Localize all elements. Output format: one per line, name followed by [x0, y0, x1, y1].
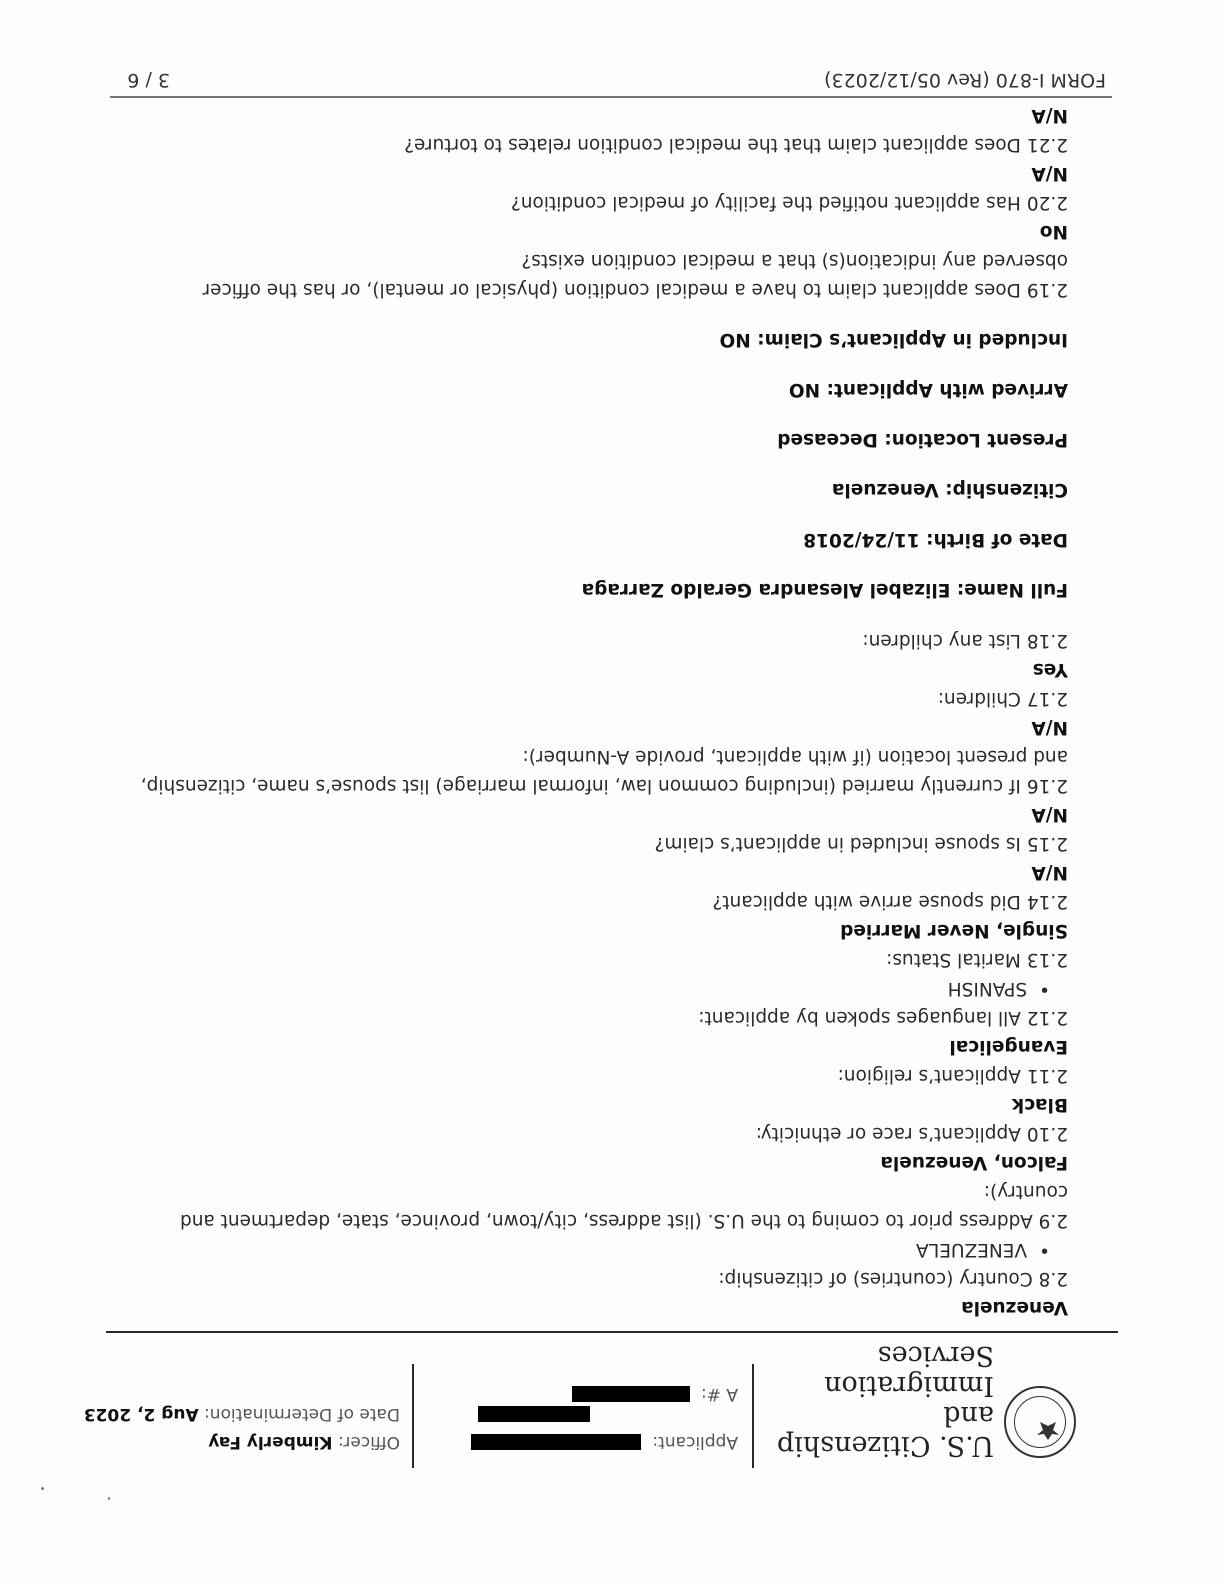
footer-rule [110, 96, 1112, 98]
question-2-11: 2.11 Applicant’s religion: [837, 1065, 1068, 1086]
form-content [128, 101, 1068, 1322]
child-date-of-birth: Date of Birth: 11/24/2018 [803, 529, 1068, 550]
question-2-9: 2.9 Address prior to coming to the U.S. (list address, city/town, province, state, department and country): [179, 1181, 1068, 1231]
child-arrived-with-applicant: Arrived with Applicant: NO [788, 379, 1068, 400]
header-rule [106, 1331, 1118, 1333]
a-number-label: A #: [700, 1384, 738, 1404]
redaction-bar [478, 1406, 590, 1422]
answer-2-13: Single, Never Married [840, 920, 1068, 941]
question-2-12: 2.12 All languages spoken by applicant: [698, 1007, 1068, 1028]
question-2-16: 2.16 If currently married (including common law, informal marriage) list spouse’s name, citizenship, and present location (if with applicant, provide A-Number): [140, 746, 1068, 796]
determination-date: Aug 2, 2023 [83, 1404, 199, 1424]
applicant-label: Applicant: [652, 1432, 738, 1452]
question-2-17: 2.17 Children: [937, 688, 1068, 709]
child-present-location: Present Location: Deceased [777, 429, 1068, 450]
scan-speck [108, 1497, 110, 1500]
determination-label: Date of Determination: [204, 1404, 400, 1424]
question-2-21: 2.21 Does applicant claim that the medical condition relates to torture? [404, 134, 1068, 155]
answer-2-21: N/A [1031, 105, 1068, 126]
answer-2-10: Black [1011, 1094, 1068, 1115]
answer-2-12-item: • SPANISH [128, 974, 1068, 1003]
applicant-info [471, 1380, 738, 1456]
question-2-19: 2.19 Does applicant claim to have a medical condition (physical or mental), or has the officer observed any indication(s) that a medical condition exists? [202, 250, 1068, 300]
answer-2-15: N/A [1031, 804, 1068, 825]
form-id: FORM I-870 (Rev 05/12/2023) [824, 69, 1106, 91]
answer-2-11: Evangelical [949, 1036, 1068, 1057]
header-divider [752, 1364, 754, 1468]
answer-2-14: N/A [1031, 862, 1068, 883]
dhs-seal-icon [1004, 1386, 1076, 1458]
officer-name: Kimberly Fay [208, 1432, 333, 1452]
question-2-8: 2.8 Country (countries) of citizenship: [718, 1268, 1068, 1289]
question-2-10: 2.10 Applicant’s race or ethnicity: [755, 1123, 1068, 1144]
officer-info [84, 1400, 400, 1456]
answer-prev: Venezuela [961, 1297, 1068, 1318]
page-number: 3 / 6 [127, 69, 170, 91]
form-header [83, 1340, 1076, 1468]
child-full-name: Full Name: Elizabel Alesandra Geraldo Zarraga [581, 579, 1068, 600]
child-citizenship: Citizenship: Venezuela [831, 479, 1068, 500]
answer-2-16: N/A [1031, 717, 1068, 738]
question-2-15: 2.15 Is spouse included in applicant’s claim? [654, 833, 1068, 854]
redaction-bar [471, 1434, 641, 1450]
header-divider [412, 1364, 414, 1468]
answer-2-20: N/A [1031, 163, 1068, 184]
answer-2-19: No [1039, 221, 1068, 242]
answer-2-9: Falcon, Venezuela [880, 1152, 1068, 1173]
question-2-18: 2.18 List any children: [862, 630, 1068, 651]
question-2-20: 2.20 Has applicant notified the facility of medical condition? [510, 192, 1068, 213]
question-2-13: 2.13 Marital Status: [886, 949, 1068, 970]
child-included-in-claim: Included in Applicant’s Claim: NO [719, 329, 1068, 350]
agency-name: U.S. Citizenship and Immigration Services [776, 1340, 994, 1461]
redaction-bar [572, 1386, 690, 1402]
answer-2-17: Yes [1032, 659, 1068, 680]
question-2-14: 2.14 Did spouse arrive with applicant? [712, 891, 1068, 912]
answer-2-8-item: • VENEZUELA [128, 1235, 1068, 1264]
officer-label: Officer: [337, 1432, 400, 1452]
scan-speck [41, 1487, 44, 1490]
